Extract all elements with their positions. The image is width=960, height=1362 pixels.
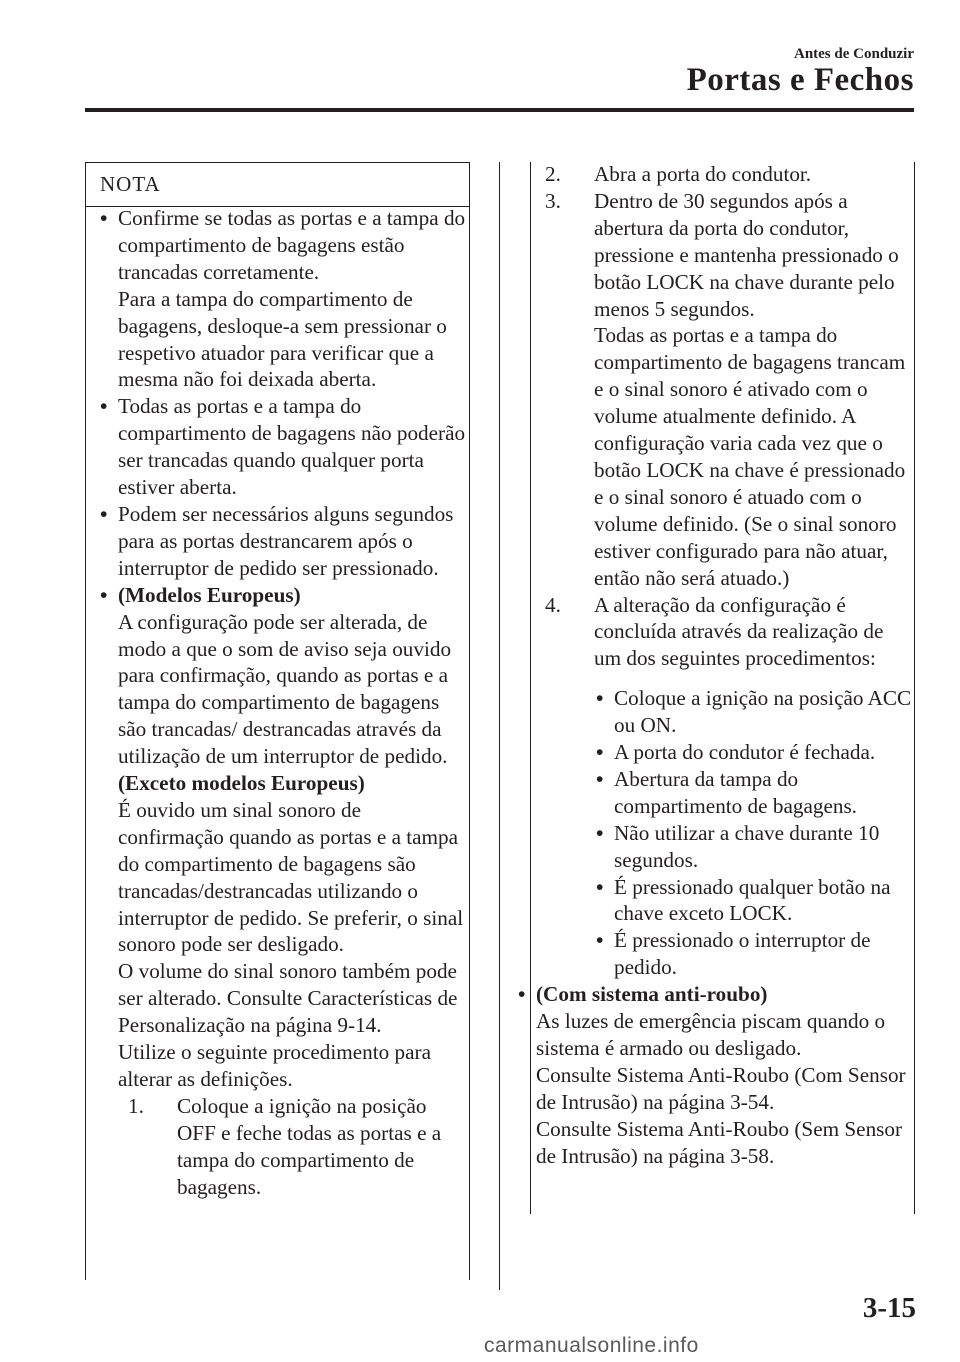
page-title: Portas e Fechos: [686, 62, 914, 98]
bullet-icon: •: [596, 766, 604, 791]
bullet-icon: •: [100, 501, 108, 526]
sub-item: [593, 766, 915, 820]
bullet-icon: •: [596, 740, 604, 765]
bullet-icon: •: [596, 874, 604, 899]
note-text: Para a tampa do compartimento de bagagens, desloque-a sem pressionar o respetivo atuador para verificar que a mesma não foi deixada aberta.: [118, 286, 447, 392]
section-title: Antes de Conduzir: [793, 46, 914, 62]
note-text: Todas as portas e a tampa do compartimento de bagagens não poderão ser trancadas quando qualquer porta estiver aberta.: [118, 394, 466, 500]
note-text: As luzes de emergência piscam quando o sistema é armado ou desligado.: [536, 1009, 886, 1060]
bullet-icon: •: [100, 206, 108, 230]
sub-item: [593, 739, 915, 766]
sub-item-text: A porta do condutor é fechada.: [614, 740, 876, 765]
step-item: [545, 161, 915, 188]
step-number: 2.: [545, 162, 561, 186]
step-item: [545, 592, 915, 673]
note-item: [100, 393, 466, 501]
sub-item-text: Abertura da tampa do compartimento de bagagens.: [614, 766, 857, 818]
note-subheading: (Exceto modelos Europeus): [118, 771, 365, 796]
note-text: É ouvido um sinal sonoro de confirmação quando as portas e a tampa do compartimento de bagagens são trancadas/destrancadas utilizando o interruptor de pedido. Se preferir, o sinal sonoro pode ser desligado.: [118, 797, 464, 957]
sub-item-text: Coloque a ignição na posição ACC ou ON.: [614, 686, 912, 738]
note-box-right-border: [469, 162, 470, 1280]
note-text: Confirme se todas as portas e a tampa do compartimento de bagagens estão trancadas corretamente.: [118, 206, 466, 284]
note-box-left-border: [85, 162, 86, 1280]
note-body-right: [518, 161, 915, 1170]
step-number: 4.: [545, 592, 561, 617]
note-text: Podem ser necessários alguns segundos para as portas destrancarem após o interruptor de pedido ser pressionado.: [118, 501, 454, 580]
bullet-icon: •: [518, 982, 526, 1007]
step-text: Todas as portas e a tampa do compartimento de bagagens trancam e o sinal sonoro é ativado com o volume atualmente definido. A configuração varia cada vez que o botão LOCK na chave é pressionado e o sinal sonoro é atuado com o volume definido. (Se o sinal sonoro estiver configurado para não atuar, então não será atuado.): [594, 323, 906, 590]
bullet-icon: •: [596, 820, 604, 845]
sub-item: [593, 874, 915, 928]
watermark: carmanualsonline.info: [484, 1334, 699, 1357]
note-heading: NOTA: [100, 172, 161, 196]
step-text: Coloque a ignição na posição OFF e feche todas as portas e a tampa do compartimento de bagagens.: [177, 1093, 442, 1199]
sub-item-text: Não utilizar a chave durante 10 segundos.: [614, 820, 880, 872]
note-text: Consulte Sistema Anti-Roubo (Com Sensor de Intrusão) na página 3-54.: [536, 1062, 906, 1114]
sub-item: [593, 685, 915, 739]
note-subheading: (Modelos Europeus): [118, 582, 301, 607]
sub-item: [593, 927, 915, 981]
note-text: O volume do sinal sonoro também pode ser alterado. Consulte Características de Personalização na página 9-14.: [118, 959, 458, 1038]
note-item: [100, 582, 466, 1201]
note-item: [518, 981, 915, 1169]
column-divider: [499, 162, 500, 1290]
step-number: 1.: [128, 1093, 144, 1118]
bullet-icon: •: [100, 582, 108, 607]
note-item: [100, 205, 466, 393]
note-body-left: [100, 205, 466, 1201]
note-box-top-border: [85, 162, 470, 163]
step-text: Abra a porta do condutor.: [594, 162, 812, 186]
bullet-icon: •: [100, 394, 108, 419]
step-item: [545, 188, 915, 592]
page-number: 3-15: [862, 1292, 916, 1324]
note-text: Utilize o seguinte procedimento para alterar as definições.: [118, 1040, 431, 1091]
note-text: A configuração pode ser alterada, de modo a que o som de aviso seja ouvido para confirmação, quando as portas e a tampa do compartimento de bagagens são trancadas/ destrancadas através da utilização de um interruptor de pedido.: [118, 609, 452, 769]
header-rule: [85, 108, 914, 112]
sub-item: [593, 820, 915, 874]
step-text: Dentro de 30 segundos após a abertura da porta do condutor, pressione e mantenha pressionado o botão LOCK na chave durante pelo menos 5 segundos.: [594, 188, 899, 321]
step-text: A alteração da configuração é concluída através da realização de um dos seguintes procedimentos:: [594, 592, 884, 671]
bullet-icon: •: [596, 686, 604, 711]
step-item: [118, 1093, 466, 1201]
sub-item-text: É pressionado o interruptor de pedido.: [614, 928, 871, 980]
step-number: 3.: [545, 188, 561, 213]
note-text: Consulte Sistema Anti-Roubo (Sem Sensor de Intrusão) na página 3-58.: [536, 1116, 903, 1168]
note-subheading: (Com sistema anti-roubo): [536, 982, 768, 1007]
note-item: [100, 501, 466, 582]
sub-item-text: É pressionado qualquer botão na chave exceto LOCK.: [614, 874, 891, 926]
sub-list: [545, 685, 915, 981]
bullet-icon: •: [596, 928, 604, 953]
